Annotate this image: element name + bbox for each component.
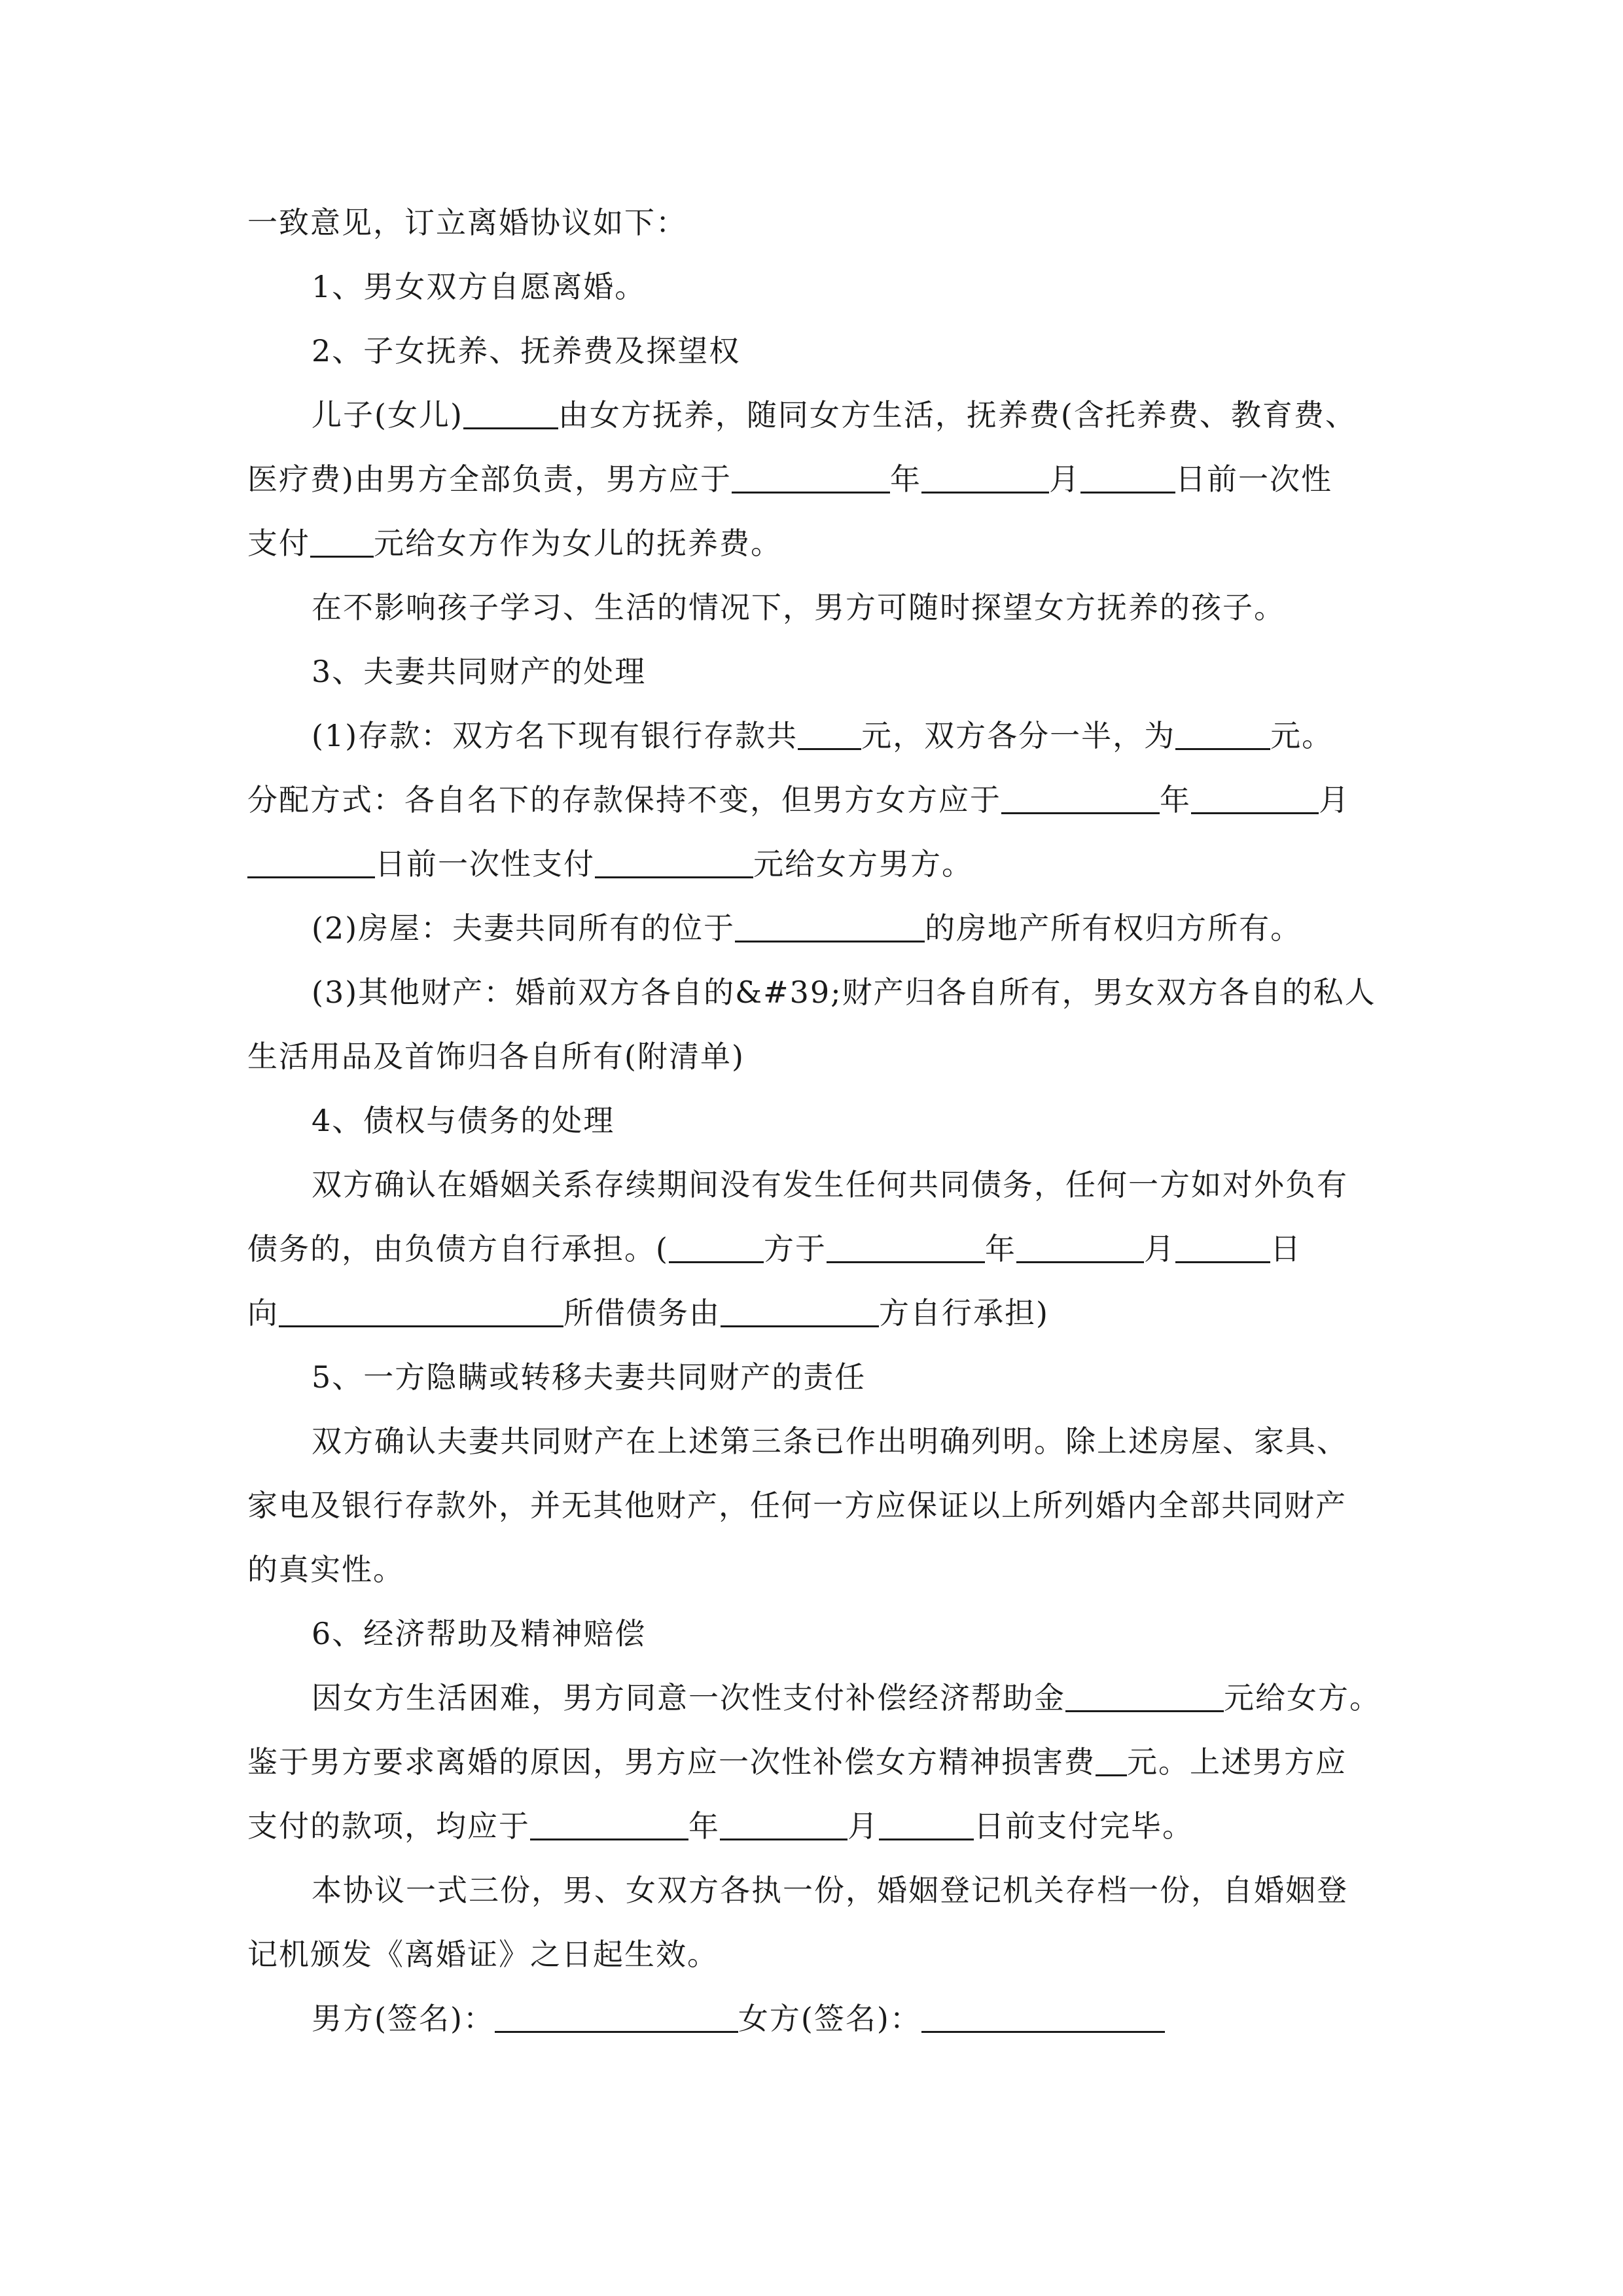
text-segment: 年 — [889, 461, 921, 497]
text-segment: 支付的款项，均应于 — [247, 1808, 530, 1844]
aid-amount-blank — [1065, 1684, 1224, 1712]
distribution-line — [247, 780, 1350, 819]
text-segment: 月 — [1143, 1231, 1175, 1266]
text-segment: 方自行承担) — [879, 1295, 1049, 1331]
text-segment: 元给女方作为女儿的抚养费。 — [374, 526, 782, 561]
text-segment: 方于 — [763, 1231, 827, 1266]
other-property-line-2 — [247, 1037, 745, 1076]
text-segment: 双方确认夫妻共同财产在上述第三条已作出明确列明。除上述房屋、家具、 — [312, 1424, 1348, 1459]
text-segment: 元。 — [1270, 718, 1334, 753]
text-segment: (3)其他财产：婚前双方各自的&#39;财产归各自所有，男女双方各自的私人 — [312, 975, 1376, 1010]
text-segment: 日前支付完毕。 — [974, 1808, 1194, 1844]
text-segment: 记机颁发《离婚证》之日起生效。 — [247, 1937, 719, 1972]
month-blank — [720, 1812, 847, 1840]
text-segment: 儿子(女儿) — [312, 397, 463, 433]
child-name-blank — [463, 401, 558, 429]
text-segment: (1)存款：双方名下现有银行存款共 — [312, 718, 798, 753]
child-support-line — [247, 459, 1332, 499]
text-segment: 日 — [1270, 1231, 1302, 1266]
female-signature-blank — [921, 2005, 1165, 2033]
year-blank — [732, 465, 890, 493]
clause-5-heading — [312, 1357, 866, 1397]
text-segment: 本协议一式三份，男、女双方各执一份，婚姻登记机关存档一份，自婚姻登 — [312, 1873, 1348, 1908]
debt-line-2 — [247, 1229, 1302, 1268]
text-segment: 元给女方。 — [1224, 1680, 1381, 1715]
concealment-line-3 — [247, 1550, 404, 1589]
deposit-half-blank — [1175, 722, 1270, 750]
amount-blank — [310, 529, 374, 558]
year-blank — [1001, 786, 1160, 814]
text-segment: 所借债务由 — [563, 1295, 721, 1331]
other-property-line — [312, 973, 1376, 1012]
text-segment: 元。上述男方应 — [1127, 1744, 1347, 1780]
day-blank — [1175, 1235, 1270, 1263]
text-segment: 月 — [1319, 782, 1350, 817]
clause-1 — [312, 267, 646, 306]
text-segment: 因女方生活困难，男方同意一次性支付补偿经济帮助金 — [312, 1680, 1065, 1715]
clause-2-heading — [312, 331, 740, 370]
support-payment-line — [247, 524, 782, 563]
text-segment: 5、一方隐瞒或转移夫妻共同财产的责任 — [312, 1359, 866, 1395]
debt-line-3 — [247, 1293, 1049, 1333]
intro-text: 一致意见，订立离婚协议如下： — [247, 205, 687, 240]
amount-blank — [595, 850, 753, 878]
text-segment: 分配方式：各自名下的存款保持不变，但男方女方应于 — [247, 782, 1001, 817]
clause-3-heading — [312, 652, 646, 691]
text-segment: (2)房屋：夫妻共同所有的位于 — [312, 910, 736, 946]
text-segment: 在不影响孩子学习、生活的情况下，男方可随时探望女方抚养的孩子。 — [312, 590, 1285, 625]
visitation-line — [312, 588, 1285, 627]
text-segment: 鉴于男方要求离婚的原因，男方应一次性补偿女方精神损害费 — [247, 1744, 1096, 1780]
text-segment: 生活用品及首饰归各自所有(附清单) — [247, 1039, 745, 1074]
compensation-line — [247, 1742, 1347, 1782]
debt-line — [312, 1165, 1348, 1204]
clause-1-text: 1、男女双方自愿离婚。 — [312, 269, 647, 304]
text-segment: 年 — [1160, 782, 1191, 817]
text-segment: 的真实性。 — [247, 1552, 404, 1587]
year-blank — [827, 1235, 985, 1263]
text-segment: 日前一次性支付 — [375, 846, 595, 882]
year-blank — [530, 1812, 688, 1840]
clause-6-heading — [312, 1614, 646, 1653]
text-segment: 的房地产所有权归方所有。 — [925, 910, 1302, 946]
clause-4-heading — [312, 1101, 615, 1140]
effective-line — [247, 1935, 719, 1974]
text-segment: 医疗费)由男方全部负责，男方应于 — [247, 461, 732, 497]
text-segment: 元，双方各分一半，为 — [861, 718, 1176, 753]
house-location-blank — [735, 914, 925, 942]
concealment-line — [312, 1422, 1348, 1461]
economic-aid-line — [312, 1678, 1381, 1717]
month-blank — [1191, 786, 1319, 814]
party-blank — [669, 1235, 764, 1263]
day-blank — [247, 850, 375, 878]
day-blank — [1080, 465, 1175, 493]
copies-line — [312, 1871, 1348, 1910]
month-blank — [921, 465, 1049, 493]
text-segment: 日前一次性 — [1175, 461, 1332, 497]
text-segment: 年 — [984, 1231, 1016, 1266]
deposit-line — [312, 716, 1333, 755]
child-custody-line — [312, 395, 1357, 435]
text-segment: 支付 — [247, 526, 310, 561]
concealment-line-2 — [247, 1486, 1347, 1525]
payment-deadline-line — [247, 1806, 1194, 1846]
deposit-total-blank — [798, 722, 861, 750]
text-segment: 由女方抚养，随同女方生活，抚养费(含托养费、教育费、 — [558, 397, 1357, 433]
text-segment: 家电及银行存款外，并无其他财产，任何一方应保证以上所列婚内全部共同财产 — [247, 1488, 1347, 1523]
compensation-blank — [1096, 1748, 1127, 1776]
signature-line — [312, 1999, 1165, 2038]
text-segment: 月 — [1048, 461, 1080, 497]
party-blank — [721, 1299, 879, 1327]
creditor-blank — [279, 1299, 563, 1327]
distribution-payment-line — [247, 844, 973, 884]
male-signature-blank — [495, 2005, 738, 2033]
text-segment: 女方(签名)： — [738, 2001, 921, 2036]
text-segment: 男方(签名)： — [312, 2001, 495, 2036]
text-segment: 6、经济帮助及精神赔偿 — [312, 1616, 647, 1651]
text-segment: 元给女方男方。 — [753, 846, 973, 882]
text-segment: 月 — [847, 1808, 879, 1844]
month-blank — [1016, 1235, 1144, 1263]
clause-2-heading-text: 2、子女抚养、抚养费及探望权 — [312, 333, 741, 368]
day-blank — [879, 1812, 974, 1840]
text-segment: 4、债权与债务的处理 — [312, 1103, 615, 1138]
house-line — [312, 908, 1302, 948]
text-segment: 向 — [247, 1295, 279, 1331]
text-segment: 年 — [688, 1808, 720, 1844]
text-segment: 双方确认在婚姻关系存续期间没有发生任何共同债务，任何一方如对外负有 — [312, 1167, 1348, 1202]
intro-line — [247, 203, 687, 242]
text-segment: 债务的，由负债方自行承担。( — [247, 1231, 669, 1266]
text-segment: 3、夫妻共同财产的处理 — [312, 654, 647, 689]
